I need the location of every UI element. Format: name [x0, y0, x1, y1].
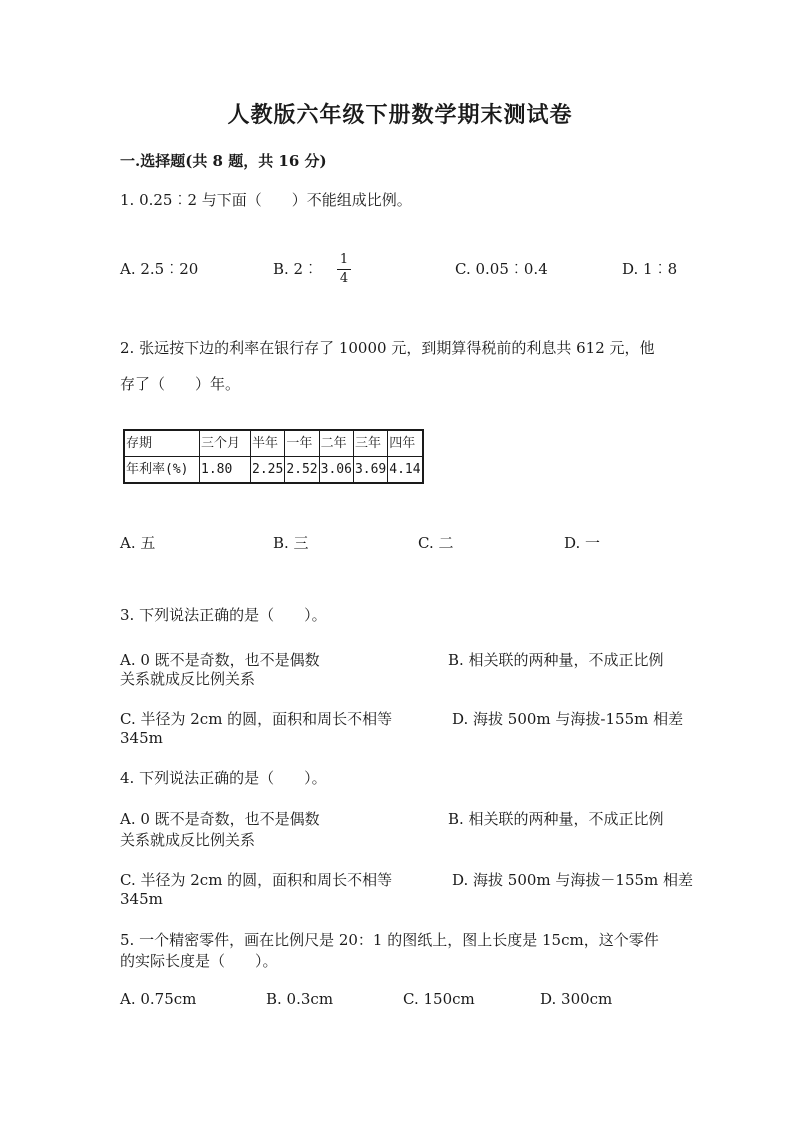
question-5-stem-line1: 5. 一个精密零件，画在比例尺是 20：1 的图纸上，图上长度是 15cm，这个零件: [120, 931, 659, 949]
fraction-numerator: 1: [339, 252, 349, 267]
q5-option-c: C. 150cm: [403, 990, 475, 1008]
q2-option-c: C. 二: [418, 534, 454, 552]
q1-option-b-fraction: [337, 252, 351, 287]
q5-option-d: D. 300cm: [540, 990, 613, 1008]
question-2-stem-line1: 2. 张远按下边的利率在银行存了 10000 元，到期算得税前的利息共 612 元，他: [120, 339, 655, 357]
q1-option-c: C. 0.05︰0.4: [455, 260, 548, 278]
table-header-cell: 四年: [388, 430, 423, 457]
fraction-bar: [337, 269, 351, 270]
table-cell: 2.25: [251, 457, 285, 484]
table-cell: 年利率(%): [124, 457, 200, 484]
table-cell: 3.06: [319, 457, 353, 484]
q4-option-d-line2: 345m: [120, 890, 163, 908]
q4-option-c: C. 半径为 2cm 的圆，面积和周长不相等: [120, 871, 393, 889]
table-header-cell: 存期: [124, 430, 200, 457]
q4-option-b-line1: B. 相关联的两种量，不成正比例: [448, 810, 664, 828]
q5-option-b: B. 0.3cm: [266, 990, 334, 1008]
q1-option-b: B. 2︰: [273, 260, 319, 278]
q4-option-b-line2: 关系就成反比例关系: [120, 831, 256, 849]
table-cell: 4.14: [388, 457, 423, 484]
question-3-stem: 3. 下列说法正确的是（ ）。: [120, 606, 327, 624]
q3-option-c: C. 半径为 2cm 的圆，面积和周长不相等: [120, 710, 393, 728]
table-header-cell: 一年: [285, 430, 319, 457]
q4-option-a: A. 0 既不是奇数，也不是偶数: [120, 810, 320, 828]
table-header-cell: 三年: [353, 430, 387, 457]
page-title: 人教版六年级下册数学期末测试卷: [227, 102, 573, 128]
table-cell: 2.52: [285, 457, 319, 484]
q2-option-a: A. 五: [120, 534, 156, 552]
table-row: [124, 457, 423, 484]
q1-option-d: D. 1︰8: [622, 260, 678, 278]
section-heading: 一.选择题(共 8 题，共 16 分): [120, 152, 327, 170]
question-2-stem-line2: 存了（ ）年。: [120, 375, 241, 393]
q3-option-b-line2: 关系就成反比例关系: [120, 670, 256, 688]
interest-rate-table: [123, 429, 424, 484]
question-1-stem: 1. 0.25︰2 与下面（ ）不能组成比例。: [120, 191, 412, 209]
q1-option-a: A. 2.5︰20: [120, 260, 199, 278]
q3-option-d-line2: 345m: [120, 729, 163, 747]
question-5-stem-line2: 的实际长度是（ ）。: [120, 952, 278, 970]
table-cell: 3.69: [353, 457, 387, 484]
fraction-denominator: 4: [339, 271, 349, 286]
q3-option-b-line1: B. 相关联的两种量，不成正比例: [448, 651, 664, 669]
q2-option-b: B. 三: [273, 534, 309, 552]
table-header-row: [124, 430, 423, 457]
question-4-stem: 4. 下列说法正确的是（ ）。: [120, 769, 327, 787]
q2-option-d: D. 一: [564, 534, 601, 552]
q4-option-d-line1: D. 海拔 500m 与海拔－155m 相差: [452, 871, 694, 889]
q5-option-a: A. 0.75cm: [120, 990, 197, 1008]
table-header-cell: 半年: [251, 430, 285, 457]
table-header-cell: 二年: [319, 430, 353, 457]
table-cell: 1.80: [200, 457, 251, 484]
q3-option-d-line1: D. 海拔 500m 与海拔-155m 相差: [452, 710, 684, 728]
table-header-cell: 三个月: [200, 430, 251, 457]
q3-option-a: A. 0 既不是奇数，也不是偶数: [120, 651, 320, 669]
